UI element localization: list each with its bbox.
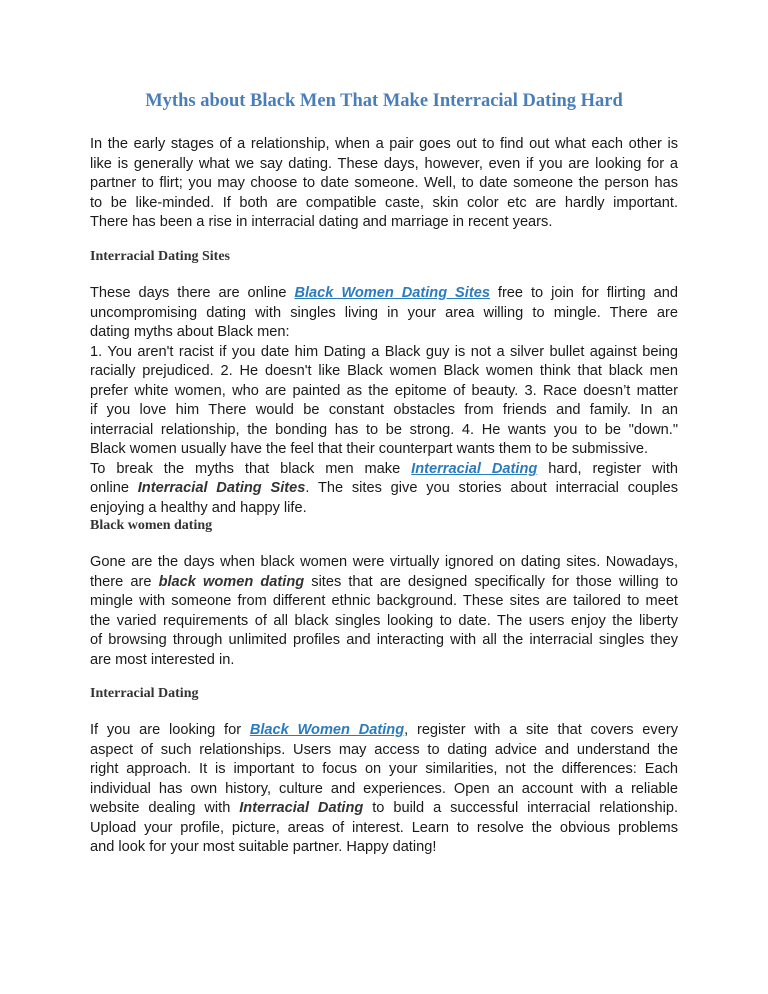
section3-text: , register with a site that covers every: [404, 722, 678, 738]
black-women-dating-emphasis: black women dating: [158, 573, 305, 590]
section2-text: sites that are designed specifically for those willing to: [311, 573, 678, 590]
section2-text: there are: [90, 573, 152, 590]
section3-line: [90, 721, 678, 741]
intro-line: There has been a rise in interracial dating and marriage in recent years.: [90, 214, 553, 230]
intro-line: like is generally what we say dating. These days, however, even if you are looking for a: [90, 155, 678, 172]
section3-line: Upload your profile, picture, areas of interest. Learn to resolve the obvious problems: [90, 819, 678, 836]
section1-line: dating myths about Black men:: [90, 324, 290, 340]
intro-paragraph: [90, 135, 678, 233]
section1-line: [90, 460, 678, 480]
section3-paragraph: [90, 721, 678, 858]
section-heading-interracial-dating-sites: Interracial Dating Sites: [90, 249, 230, 264]
section2-paragraph: [90, 553, 678, 670]
section1-text: These days there are online: [90, 285, 287, 301]
section1-line: enjoying a healthy and happy life.: [90, 499, 307, 516]
section1-line: [90, 479, 678, 499]
section3-text: to build a successful interracial relationship.: [372, 800, 679, 816]
section1-text: online: [90, 480, 129, 496]
section1-line: [90, 284, 678, 304]
section1-text: free to join for flirting and: [497, 285, 678, 301]
interracial-dating-link[interactable]: Interracial Dating: [411, 460, 538, 477]
section3-line: aspect of such relationships. Users may access to dating advice and understand the: [90, 741, 678, 758]
black-women-dating-link[interactable]: Black Women Dating: [249, 722, 405, 738]
intro-line: In the early stages of a relationship, when a pair goes out to find out what each other is: [90, 136, 678, 152]
section2-line: of browsing through unlimited profiles and interacting with all the interracial singles they: [90, 632, 678, 648]
section1-line: 1. You aren't racist if you date him Dating a Black guy is not a silver bullet against being: [90, 343, 678, 360]
intro-line: partner to flirt; you may choose to date someone. Well, to date someone the person has: [90, 175, 678, 191]
section1-text: hard, register with: [548, 460, 678, 477]
section1-text: . The sites give you stories about interracial couples: [305, 480, 678, 496]
section3-text: If you are looking for: [90, 722, 242, 738]
section1-line: interracial relationship, the bonding has to be strong. 4. He wants you to be "down.": [90, 421, 678, 438]
section1-paragraph: [90, 284, 678, 518]
interracial-dating-sites-emphasis: Interracial Dating Sites: [137, 480, 306, 496]
section1-line: if you love him There would be constant obstacles from friends and family. In an: [90, 402, 678, 418]
section2-line: are most interested in.: [90, 651, 235, 668]
interracial-dating-emphasis: Interracial Dating: [239, 800, 364, 816]
section1-line: racially prejudiced. 2. He doesn't like Black women Black women think that black men: [90, 363, 678, 379]
document-title: Myths about Black Men That Make Interracial Dating Hard: [145, 91, 623, 111]
section2-line: the varied requirements of all black singles looking to date. The users enjoy the liberty: [90, 612, 678, 629]
section3-text: website dealing with: [90, 800, 231, 816]
section-heading-black-women-dating: Black women dating: [90, 518, 213, 533]
section2-line: Gone are the days when black women were virtually ignored on dating sites. Nowadays,: [90, 554, 678, 570]
section3-line: [90, 799, 678, 819]
section1-line: Black women usually have the feel that their counterpart wants them to be submissive.: [90, 441, 649, 457]
section3-line: individual has own history, culture and experiences. Open an account with a reliable: [90, 780, 678, 797]
section3-line: right approach. It is important to focus on your similarities, not the differences: Each: [90, 761, 678, 777]
intro-line: to be like-minded. If both are compatible caste, skin color etc are hardly important.: [90, 194, 678, 211]
section3-line: and look for your most suitable partner. Happy dating!: [90, 839, 437, 855]
section2-line: mingle with someone from different ethnic background. These sites are tailored to meet: [90, 593, 678, 609]
section1-text: To break the myths that black men make: [90, 460, 401, 477]
section2-line: [90, 573, 678, 593]
section1-line: uncompromising dating with singles living in your area willing to mingle. There are: [90, 304, 678, 321]
black-women-dating-sites-link[interactable]: Black Women Dating Sites: [294, 285, 490, 301]
section1-line: prefer white women, who are painted as the epitome of beauty. 3. Race doesn’t matter: [90, 382, 678, 399]
section-heading-interracial-dating: Interracial Dating: [90, 686, 199, 701]
